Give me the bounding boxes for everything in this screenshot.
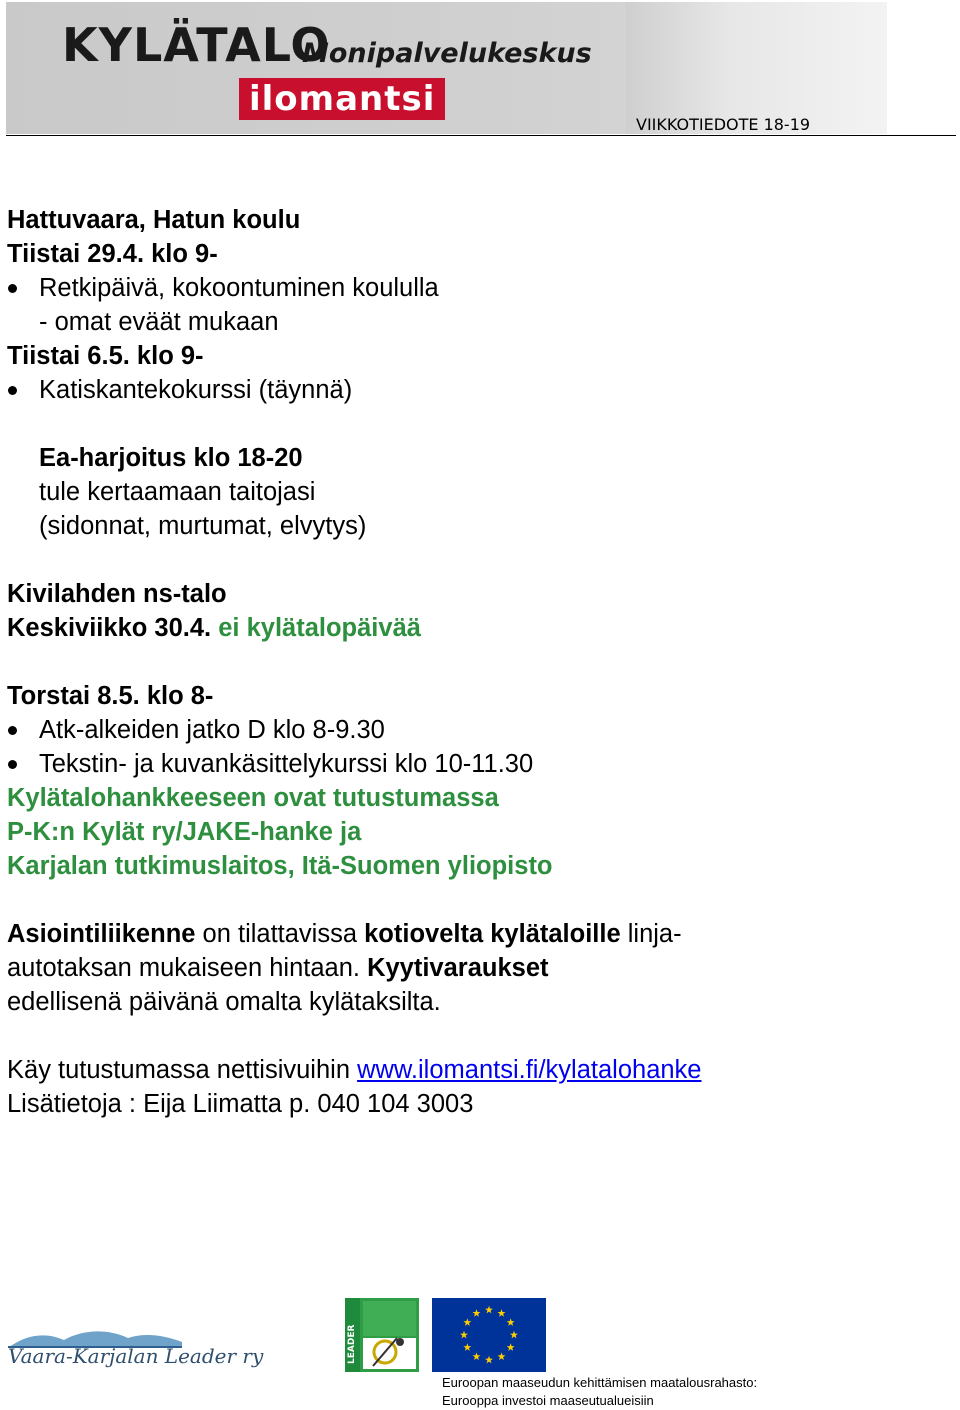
eu-funding-line: Euroopan maaseudun kehittämisen maatalousrahasto: — [442, 1375, 758, 1390]
transport-line — [7, 951, 950, 985]
event-note: - omat eväät mukaan — [39, 308, 279, 336]
eu-flag-logo — [432, 1298, 546, 1372]
logo-main-text: KYLÄTALO — [62, 18, 331, 72]
leader-badge-text: LEADER — [347, 1324, 357, 1364]
eu-funding-text — [442, 1374, 757, 1410]
transport-text: linja- — [620, 920, 682, 948]
contact-info: Lisätietoja : Eija Liimatta p. 040 104 3003 — [7, 1090, 474, 1118]
ea-title: Ea-harjoitus klo 18-20 — [39, 444, 303, 472]
section-title-hattuvaara: Hattuvaara, Hatun koulu — [7, 206, 301, 234]
transport-line: edellisenä päivänä omalta kylätaksilta. — [7, 988, 441, 1016]
event-date: Tiistai 6.5. klo 9- — [7, 342, 204, 370]
transport-text: autotaksan mukaiseen hintaan. — [7, 954, 368, 982]
event-date: Torstai 8.5. klo 8- — [7, 682, 214, 710]
ea-line: tule kertaamaan taitojasi — [39, 478, 316, 506]
leader-logo — [345, 1298, 419, 1372]
list-item: Atk-alkeiden jatko D klo 8-9.30 — [7, 713, 950, 747]
transport-bold: Asiointiliikenne — [7, 920, 196, 948]
eu-funding-line: Eurooppa investoi maaseutualueisiin — [442, 1393, 654, 1408]
header-divider — [6, 135, 956, 136]
bulletin-content — [7, 203, 950, 1121]
website-prefix: Käy tutustumassa nettisivuihin — [7, 1056, 358, 1084]
visitor-note: P-K:n Kylät ry/JAKE-hanke ja — [7, 818, 362, 846]
logo-sub-text: Monipalvelukeskus — [302, 38, 592, 69]
visitor-note: Kylätalohankkeeseen ovat tutustumassa — [7, 784, 499, 812]
event-date: Tiistai 29.4. klo 9- — [7, 240, 218, 268]
transport-bold: kotiovelta kylätaloille — [364, 920, 621, 948]
ilomantsi-logo: ilomantsi — [239, 78, 445, 120]
closed-note: ei kylätalopäivää — [218, 614, 421, 642]
visitor-note: Karjalan tutkimuslaitos, Itä-Suomen yliopisto — [7, 852, 553, 880]
event-date-text: Keskiviikko 30.4. — [7, 614, 212, 642]
list-item: Katiskantekokurssi (täynnä) — [7, 373, 950, 407]
website-link[interactable]: www.ilomantsi.fi/kylatalohanke — [357, 1056, 702, 1084]
website-line — [7, 1053, 950, 1087]
bulletin-title: VIIKKOTIEDOTE 18-19 — [636, 115, 811, 134]
event-date — [7, 611, 950, 645]
transport-bold: Kyytivaraukset — [367, 954, 549, 982]
transport-text: on tilattavissa — [195, 920, 365, 948]
list-item: Tekstin- ja kuvankäsittelykurssi klo 10-11.30 — [7, 747, 950, 781]
vaara-karjala-leader-logo: Vaara-Karjalan Leader ry — [8, 1344, 264, 1368]
ea-line: (sidonnat, murtumat, elvytys) — [39, 512, 367, 540]
list-item: Retkipäivä, kokoontuminen koululla — [7, 271, 950, 305]
section-title-kivilahti: Kivilahden ns-talo — [7, 580, 227, 608]
transport-line — [7, 917, 950, 951]
